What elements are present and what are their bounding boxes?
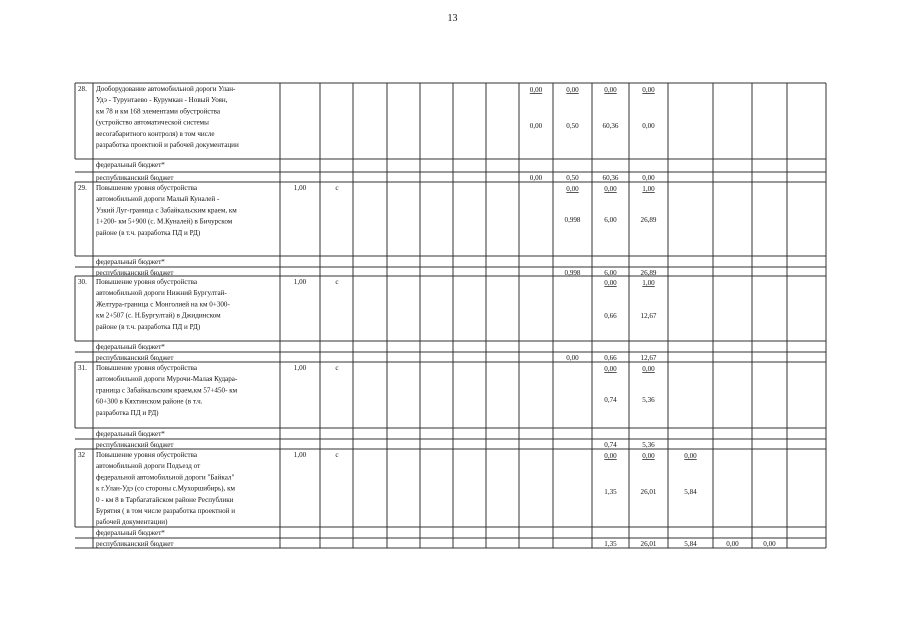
row-number: 29. [78, 184, 87, 192]
value-plan: 0,00 [642, 365, 655, 373]
value-amount: 60,36 [602, 122, 619, 130]
value-plan: 0,00 [684, 452, 697, 460]
value-plan: 1,00 [642, 185, 655, 193]
value-republic: 0,00 [566, 354, 579, 362]
value-plan: 0,00 [529, 86, 543, 94]
row-description: к г.Улан-Удэ (со стороны с.Мухоршибирь), км [96, 484, 236, 493]
row-unit: с [335, 364, 339, 372]
value-plan: 0,00 [642, 452, 655, 460]
row-description: граница с Забайкальским краем,км 57+450- км [96, 386, 238, 395]
value-republic: 60,36 [602, 174, 619, 182]
value-amount: 0,998 [564, 216, 581, 224]
value-republic: 26,89 [640, 269, 657, 277]
row-description: автомобильной дороги Малый Куналей - [96, 195, 220, 204]
value-plan: 0,00 [566, 86, 579, 94]
value-amount: 0,00 [642, 122, 655, 130]
value-amount: 12,67 [640, 312, 657, 320]
row-unit: с [335, 184, 339, 192]
value-amount: 1,35 [604, 488, 617, 496]
value-republic: 12,67 [640, 354, 657, 362]
value-republic: 0,00 [726, 540, 739, 548]
row-description: разработка проектной и рабочей документации [96, 141, 239, 149]
republic-budget-label: республиканский бюджет [96, 441, 174, 449]
row-description: автомобильной дороги Нижний Бургултай- [96, 289, 227, 298]
row-description: Повышение уровня обустройства [96, 364, 198, 372]
value-plan: 0,00 [604, 185, 617, 193]
row-description: районе (в т.ч. разработка ПД и РД) [96, 228, 201, 237]
row-description: 0 - км 8 в Тарбагатайском районе Республики [96, 495, 234, 504]
value-amount: 26,89 [640, 216, 657, 224]
row-description: 1+200- км 5+900 (с. М.Куналей) в Бичурском [96, 217, 233, 226]
row-capacity: 1,00 [293, 278, 307, 286]
value-republic: 6,00 [604, 269, 617, 277]
row-description: (устройство автоматической системы [96, 118, 209, 127]
row-capacity: 1,00 [293, 364, 307, 372]
row-description: Дооборудование автомобильной дороги Улан- [96, 85, 236, 93]
row-description: Повышение уровня обустройства [96, 451, 198, 459]
row-description: Повышение уровня обустройства [96, 278, 198, 286]
row-description: км 2+507 (с. Н.Бургултай) в Джидинском [96, 311, 221, 320]
row-description: районе (в т.ч. разработка ПД и РД) [96, 322, 201, 331]
value-plan: 0,00 [604, 365, 617, 373]
row-unit: с [335, 278, 339, 286]
federal-budget-label: федеральный бюджет* [96, 529, 165, 537]
row-description: Удэ - Турунтаево - Курумкан - Новый Уоян, [96, 96, 228, 105]
value-plan: 0,00 [604, 279, 617, 287]
row-description: автомобильной дороги Подъезд от [96, 462, 201, 471]
value-amount: 5,36 [642, 396, 655, 404]
row-number: 32 [78, 451, 86, 459]
republic-budget-label: республиканский бюджет [96, 269, 174, 277]
row-description: автомобильной дороги Мурочи-Малая Кудара- [96, 375, 238, 384]
row-description: Узкий Луг-граница с Забайкальским краем, км [96, 206, 237, 215]
value-republic: 1,35 [604, 540, 617, 548]
page-number: 13 [447, 13, 458, 24]
row-description: разработка ПД и РД) [96, 408, 159, 417]
value-republic: 0,00 [763, 540, 776, 548]
row-description: Желтура-граница с Монголией на км 0+300- [96, 300, 230, 309]
value-republic: 26,01 [640, 540, 657, 548]
value-republic: 5,84 [684, 540, 697, 548]
value-republic: 5,36 [642, 441, 655, 449]
value-plan: 1,00 [642, 279, 655, 287]
value-amount: 0,74 [604, 396, 617, 404]
value-republic: 0,66 [604, 354, 617, 362]
republic-budget-label: республиканский бюджет [96, 354, 174, 362]
value-amount: 6,00 [604, 216, 617, 224]
row-description: весогабаритного контроля) в том числе [96, 129, 215, 138]
value-amount: 5,84 [684, 488, 697, 496]
value-plan: 0,00 [642, 86, 655, 94]
row-description: Бурятия ( в том числе разработка проектной и [96, 507, 236, 515]
row-capacity: 1,00 [293, 451, 307, 459]
value-amount: 0,66 [604, 312, 617, 320]
value-republic: 0,00 [642, 174, 655, 182]
value-amount: 0,00 [529, 122, 543, 130]
row-description: Повышение уровня обустройства [96, 184, 198, 192]
value-plan: 0,00 [604, 452, 617, 460]
row-description: км 78 и км 168 элементами обустройства [96, 107, 221, 116]
row-description: федеральной автомобильной дороги "Байкал" [96, 473, 235, 482]
value-republic: 0,998 [564, 269, 581, 277]
republic-budget-label: республиканский бюджет [96, 540, 174, 548]
republic-budget-label: республиканский бюджет [96, 174, 174, 182]
row-number: 31. [78, 364, 87, 372]
value-republic: 0,50 [566, 174, 579, 182]
row-capacity: 1,00 [293, 184, 307, 192]
value-plan: 0,00 [604, 86, 617, 94]
row-number: 30. [78, 278, 87, 286]
row-unit: с [335, 451, 339, 459]
federal-budget-label: федеральный бюджет* [96, 343, 165, 351]
value-amount: 0,50 [566, 122, 579, 130]
row-description: 60+300 в Кяхтинском районе (в т.ч. [96, 397, 203, 406]
value-plan: 0,00 [566, 185, 579, 193]
row-number: 28. [78, 85, 87, 93]
federal-budget-label: федеральный бюджет* [96, 161, 165, 169]
federal-budget-label: федеральный бюджет* [96, 430, 165, 438]
federal-budget-label: федеральный бюджет* [96, 258, 165, 266]
value-amount: 26,01 [640, 488, 657, 496]
value-republic: 0,00 [529, 174, 543, 182]
row-description: рабочей документации) [96, 518, 168, 527]
value-republic: 0,74 [604, 441, 617, 449]
